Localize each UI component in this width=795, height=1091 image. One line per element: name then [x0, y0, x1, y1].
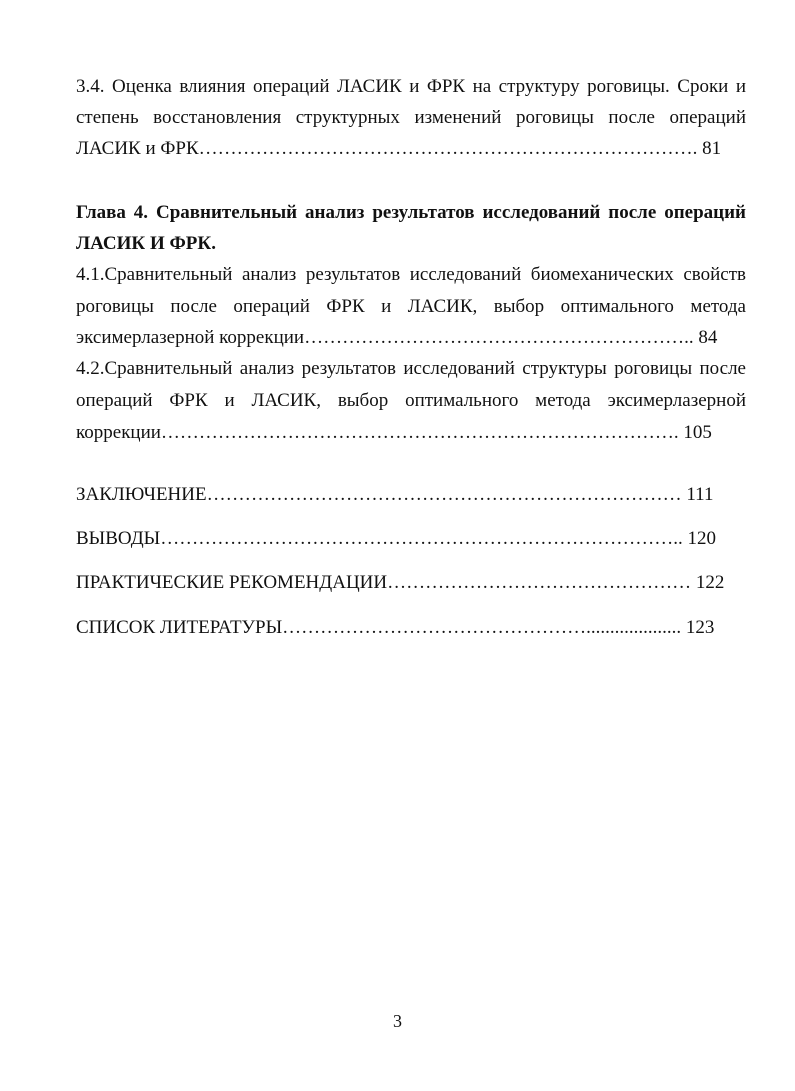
toc-entry-3-4-line-3: ЛАСИК и ФРК……………………………………………………………………. 81 — [76, 138, 722, 159]
toc-entry-4-1-line-3: эксимерлазерной коррекции…………………………………………………….. 84 — [76, 327, 718, 348]
chapter-4-heading-line-2: ЛАСИК И ФРК. — [76, 233, 216, 254]
toc-entry-3-4-line-2: степень восстановления структурных изменений роговицы после операций — [76, 107, 746, 128]
page-number: 3 — [393, 1011, 402, 1031]
toc-entry-findings: ВЫВОДЫ……………………………………………………………………….. 120 — [76, 528, 716, 549]
toc-entry-4-1-line-1: 4.1.Сравнительный анализ результатов исследований биомеханических свойств — [76, 264, 746, 285]
toc-entry-references: СПИСОК ЛИТЕРАТУРЫ………………………………………….................... 123 — [76, 617, 715, 638]
toc-entry-conclusion: ЗАКЛЮЧЕНИЕ………………………………………………………………… 111 — [76, 484, 714, 505]
toc-entry-4-2-line-2: операций ФРК и ЛАСИК, выбор оптимального метода эксимерлазерной — [76, 390, 746, 411]
toc-entry-4-2-line-3: коррекции………………………………………………………………………. 105 — [76, 422, 712, 443]
toc-entry-4-1-line-2: роговицы после операций ФРК и ЛАСИК, выбор оптимального метода — [76, 296, 746, 317]
toc-entry-4-2-line-1: 4.2.Сравнительный анализ результатов исследований структуры роговицы после — [76, 358, 746, 379]
toc-entry-3-4-line-1: 3.4. Оценка влияния операций ЛАСИК и ФРК на структуру роговицы. Сроки и — [76, 76, 746, 97]
toc-entry-recommendations: ПРАКТИЧЕСКИЕ РЕКОМЕНДАЦИИ………………………………………… 122 — [76, 572, 725, 593]
chapter-4-heading-line-1: Глава 4. Сравнительный анализ результатов исследований после операций — [76, 202, 746, 223]
